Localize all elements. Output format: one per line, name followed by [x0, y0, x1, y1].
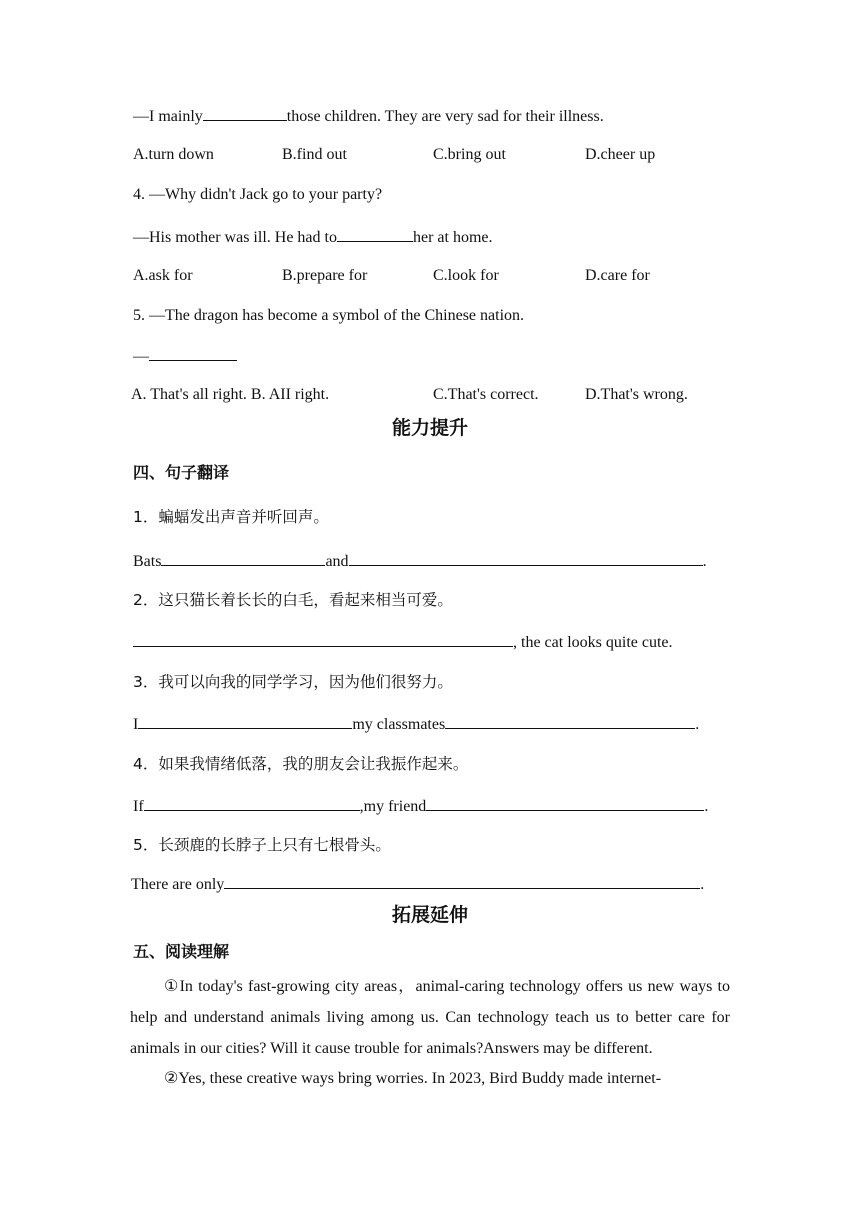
s4-item3-answer [133, 713, 699, 735]
s4-item3-p2: my classmates [352, 716, 446, 733]
s4-item1-answer [133, 550, 707, 572]
heading-extend: 拓展延伸 [391, 904, 468, 926]
q5-option-ab[interactable]: A. That's all right. B. AII right. [131, 386, 330, 403]
s4-item3-blank2[interactable] [445, 713, 695, 729]
s4-item5-cn: 5．长颈鹿的长脖子上只有七根骨头。 [133, 836, 391, 854]
s4-item2-p1: , the cat looks quite cute. [513, 634, 673, 651]
q5-answer-line [133, 345, 237, 367]
section4-title: 四、句子翻译 [133, 463, 230, 482]
q5-question: 5. —The dragon has become a symbol of the Chinese nation. [133, 307, 525, 324]
s4-item2-blank1[interactable] [133, 631, 513, 647]
s4-item5-p1: There are only [131, 876, 225, 893]
q5-option-c[interactable]: C.That's correct. [433, 386, 539, 403]
q5-option-d[interactable]: D.That's wrong. [585, 386, 688, 403]
q5-answer-pre: — [133, 348, 149, 365]
s4-item4-p3: . [704, 798, 709, 815]
q3-answer-post: those children. They are very sad for their illness. [286, 108, 604, 125]
s4-item3-blank1[interactable] [138, 713, 352, 729]
s4-item1-p1: Bats [133, 553, 162, 570]
s4-item5-p3: . [700, 876, 705, 893]
s4-item4-cn: 4．如果我情绪低落，我的朋友会让我振作起来。 [133, 755, 469, 773]
q3-blank[interactable] [203, 105, 287, 121]
s4-item5-blank1[interactable] [224, 873, 700, 889]
q4-option-b[interactable]: B.prepare for [282, 267, 368, 284]
s4-item4-blank1[interactable] [144, 795, 360, 811]
q4-question: 4. —Why didn't Jack go to your party? [133, 186, 383, 203]
q4-option-a[interactable]: A.ask for [133, 267, 193, 284]
heading-ability: 能力提升 [391, 417, 468, 439]
q4-answer-post: her at home. [412, 229, 493, 246]
s4-item1-p2: and [325, 553, 349, 570]
q3-answer-line [133, 105, 604, 127]
s4-item4-answer [133, 795, 708, 817]
s4-item3-p3: . [695, 716, 700, 733]
s4-item2-cn: 2．这只猫长着长长的白毛，看起来相当可爱。 [133, 591, 453, 609]
q5-blank[interactable] [149, 345, 237, 361]
q3-option-b[interactable]: B.find out [282, 146, 347, 163]
s4-item4-p2: ,my friend [359, 798, 427, 815]
s4-item1-p3: . [702, 553, 707, 570]
s4-item4-blank2[interactable] [426, 795, 704, 811]
q3-option-c[interactable]: C.bring out [433, 146, 506, 163]
q3-answer-pre: —I mainly [133, 108, 203, 125]
section5-title: 五、阅读理解 [133, 942, 230, 961]
s4-item1-blank1[interactable] [161, 550, 325, 566]
reading-paragraph-1: ①In today's fast-growing city areas，animal-caring technology offers us new ways to help and understand animals living among us. Can technology teach us to better care for animals in our cities? Will it cause trouble for animals?Answers may be different. [130, 978, 730, 1057]
q4-answer-line [133, 226, 493, 248]
q4-option-d[interactable]: D.care for [585, 267, 650, 284]
s4-item2-answer [133, 631, 673, 653]
s4-item4-p1: If [133, 798, 144, 815]
q4-blank[interactable] [337, 226, 413, 242]
q4-answer-pre: —His mother was ill. He had to [133, 229, 337, 246]
q3-option-d[interactable]: D.cheer up [585, 146, 656, 163]
q3-option-a[interactable]: A.turn down [133, 146, 214, 163]
reading-paragraph-2: ②Yes, these creative ways bring worries. In 2023, Bird Buddy made internet- [164, 1070, 662, 1087]
s4-item5-answer [131, 873, 704, 895]
q4-option-c[interactable]: C.look for [433, 267, 499, 284]
s4-item3-cn: 3．我可以向我的同学学习，因为他们很努力。 [133, 673, 453, 691]
s4-item1-blank2[interactable] [349, 550, 703, 566]
s4-item3-p1: I [133, 716, 139, 733]
s4-item1-cn: 1．蝙蝠发出声音并听回声。 [133, 508, 329, 526]
